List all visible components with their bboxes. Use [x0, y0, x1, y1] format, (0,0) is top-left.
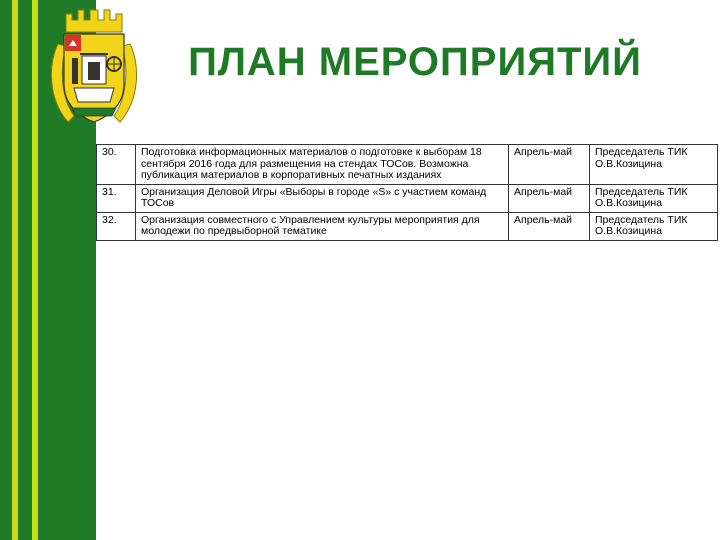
- event-responsible: Председатель ТИК О.В.Козицина: [590, 145, 718, 185]
- event-responsible: Председатель ТИК О.В.Козицина: [590, 212, 718, 240]
- row-number: 30.: [97, 145, 136, 185]
- page-title: ПЛАН МЕРОПРИЯТИЙ: [188, 40, 642, 84]
- row-number: 32.: [97, 212, 136, 240]
- event-period: Апрель-май: [509, 184, 590, 212]
- event-period: Апрель-май: [509, 212, 590, 240]
- events-table: [96, 144, 718, 241]
- table-row: [97, 184, 718, 212]
- event-description: Организация совместного с Управлением культуры мероприятия для молодежи по предвыборной тематике: [136, 212, 509, 240]
- event-responsible: Председатель ТИК О.В.Козицина: [590, 184, 718, 212]
- event-period: Апрель-май: [509, 145, 590, 185]
- event-description: Организация Деловой Игры «Выборы в городе «S» с участием команд ТОСов: [136, 184, 509, 212]
- left-stripe-dark: [18, 0, 32, 540]
- table-row: [97, 212, 718, 240]
- table-row: [97, 145, 718, 185]
- event-description: Подготовка информационных материалов о подготовке к выборам 18 сентября 2016 года для размещения на стендах ТОСов. Возможна публикация материалов в корпоративных печатных изданиях: [136, 145, 509, 185]
- city-coat-of-arms-icon: [44, 4, 144, 130]
- left-stripe-dark: [0, 0, 12, 540]
- row-number: 31.: [97, 184, 136, 212]
